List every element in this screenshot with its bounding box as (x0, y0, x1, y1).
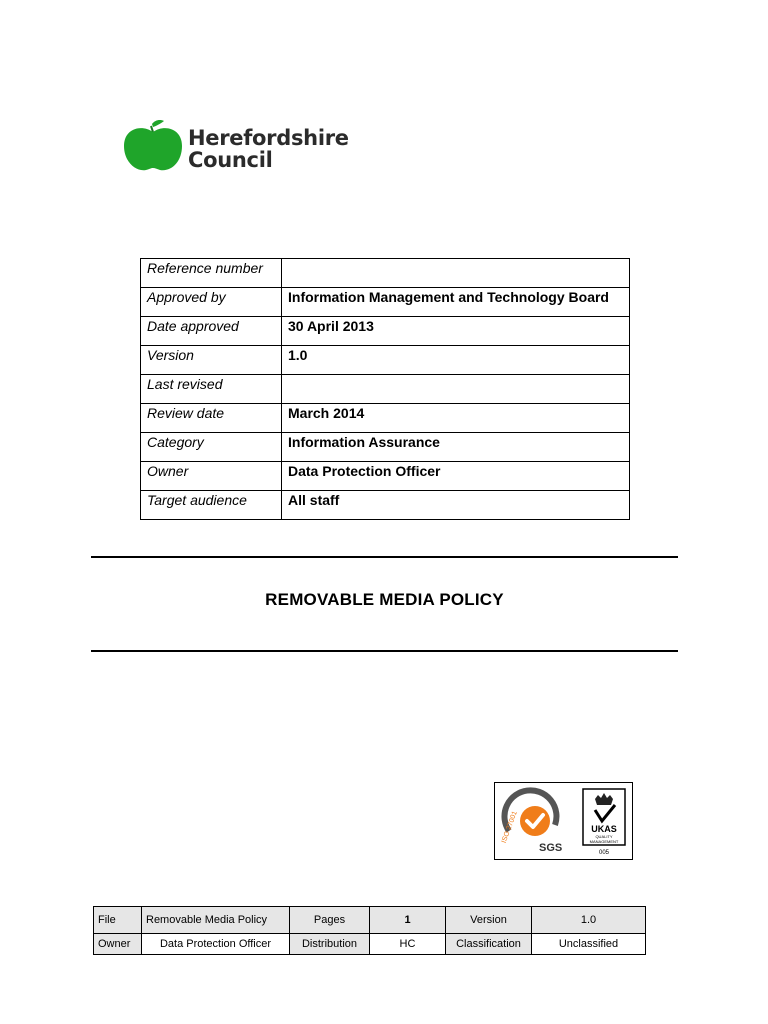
table-row (141, 462, 630, 491)
table-row (141, 259, 630, 288)
table-row (141, 404, 630, 433)
footer-file-label: File (94, 907, 142, 934)
meta-label: Target audience (141, 491, 282, 520)
ukas-sub-2: MANAGEMENT (589, 839, 619, 844)
document-title: REMOVABLE MEDIA POLICY (265, 590, 504, 609)
footer-classification-label: Classification (446, 934, 532, 955)
footer-distribution-value: HC (370, 934, 446, 955)
footer-classification-value: Unclassified (532, 934, 646, 955)
meta-value: Data Protection Officer (282, 462, 630, 491)
meta-value: 1.0 (282, 346, 630, 375)
table-row (141, 317, 630, 346)
table-row (141, 433, 630, 462)
ukas-number: 005 (598, 850, 610, 856)
meta-value: March 2014 (282, 404, 630, 433)
title-rule-top (91, 556, 678, 558)
footer-distribution-label: Distribution (290, 934, 370, 955)
document-metadata-table (140, 258, 630, 520)
meta-label: Review date (141, 404, 282, 433)
table-row (141, 288, 630, 317)
table-row (94, 934, 646, 955)
meta-value: Information Management and Technology Board (282, 288, 630, 317)
footer-pages-label: Pages (290, 907, 370, 934)
meta-label: Date approved (141, 317, 282, 346)
table-row (141, 375, 630, 404)
meta-label: Version (141, 346, 282, 375)
logo-wordmark (188, 127, 349, 171)
meta-value: 30 April 2013 (282, 317, 630, 346)
meta-label: Owner (141, 462, 282, 491)
meta-value: All staff (282, 491, 630, 520)
apple-icon (122, 118, 184, 174)
footer-version-label: Version (446, 907, 532, 934)
ukas-sub-1: QUALITY (595, 834, 613, 839)
meta-label: Approved by (141, 288, 282, 317)
title-rule-bottom (91, 650, 678, 652)
logo-line-1: Herefordshire (188, 126, 349, 150)
meta-label: Reference number (141, 259, 282, 288)
certification-badge (494, 782, 633, 860)
footer-owner-value: Data Protection Officer (142, 934, 290, 955)
table-row (94, 907, 646, 934)
sgs-label: SGS (539, 842, 563, 854)
logo-line-2: Council (188, 148, 273, 172)
crown-icon (595, 793, 613, 805)
council-logo (122, 118, 372, 178)
footer-pages-value: 1 (370, 907, 446, 934)
document-footer-table (93, 906, 646, 955)
table-row (141, 491, 630, 520)
meta-label: Category (141, 433, 282, 462)
sgs-ukas-logo (495, 783, 632, 859)
footer-owner-label: Owner (94, 934, 142, 955)
meta-label: Last revised (141, 375, 282, 404)
sgs-dot-icon (520, 806, 550, 836)
iso-label: ISO 27001 (500, 810, 519, 845)
footer-version-value: 1.0 (532, 907, 646, 934)
meta-value: Information Assurance (282, 433, 630, 462)
table-row (141, 346, 630, 375)
meta-value (282, 259, 630, 288)
footer-file-value: Removable Media Policy (142, 907, 290, 934)
meta-value (282, 375, 630, 404)
ukas-label: UKAS (591, 824, 617, 834)
ukas-check-icon (595, 805, 615, 821)
